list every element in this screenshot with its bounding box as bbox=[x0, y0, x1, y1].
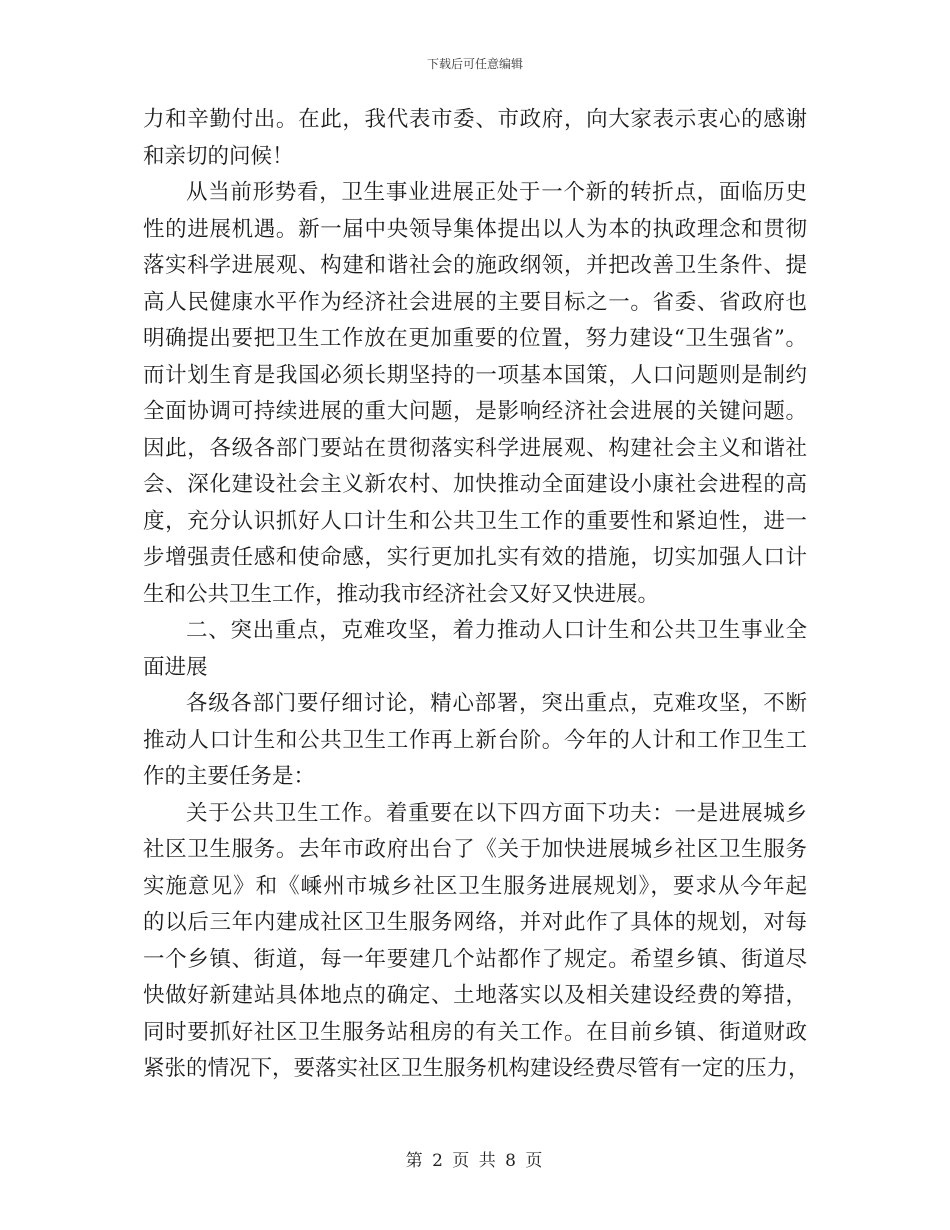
text-line: 关于公共卫生工作。着重要在以下四方面下功夫：一是进展城乡 bbox=[186, 800, 807, 826]
text-line: 明确提出要把卫生工作放在更加重要的位置，努力建设“卫生强省”。 bbox=[143, 326, 807, 351]
text-line: 一个乡镇、街道，每一年要建几个站都作了规定。希望乡镇、街道尽 bbox=[143, 946, 807, 972]
text-line: 实施意见》和《嵊州市城乡社区卫生服务进展规划》，要求从今年起 bbox=[143, 873, 807, 899]
text-line: 从当前形势看，卫生事业进展正处于一个新的转折点，面临历史 bbox=[186, 180, 807, 205]
text-line: 度，充分认识抓好人口计生和公共卫生工作的重要性和紧迫性，进一 bbox=[143, 508, 807, 534]
section-heading-line: 面进展 bbox=[143, 654, 208, 680]
text-line: 力和辛勤付出。在此，我代表市委、市政府，向大家表示衷心的感谢 bbox=[143, 107, 807, 132]
text-line: 各级各部门要仔细讨论，精心部署，突出重点，克难攻坚，不断 bbox=[186, 691, 807, 716]
text-line: 和亲切的问候！ bbox=[143, 143, 294, 169]
text-line: 因此，各级各部门要站在贯彻落实科学进展观、构建社会主义和谐社 bbox=[143, 435, 807, 461]
text-line: 紧张的情况下，要落实社区卫生服务机构建设经费尽管有一定的压力， bbox=[143, 1056, 810, 1081]
section-heading-line: 二、突出重点，克难攻坚，着力推动人口计生和公共卫生事业全 bbox=[186, 618, 807, 643]
text-line: 性的进展机遇。新一届中央领导集体提出以人为本的执政理念和贯彻 bbox=[143, 216, 807, 242]
text-line: 快做好新建站具体地点的确定、土地落实以及相关建设经费的筹措， bbox=[143, 983, 807, 1008]
text-line: 生和公共卫生工作，推动我市经济社会又好又快进展。 bbox=[143, 581, 660, 607]
text-line: 高人民健康水平作为经济社会进展的主要目标之一。省委、省政府也 bbox=[143, 289, 807, 315]
text-line: 作的主要任务是： bbox=[143, 764, 316, 789]
text-line: 社区卫生服务。去年市政府出台了《关于加快进展城乡社区卫生服务 bbox=[143, 837, 807, 862]
text-line: 而计划生育是我国必须长期坚持的一项基本国策，人口问题则是制约 bbox=[143, 362, 807, 388]
text-line: 推动人口计生和公共卫生工作再上新台阶。今年的人计和工作卫生工 bbox=[143, 727, 807, 753]
text-line: 全面协调可持续进展的重大问题，是影响经济社会进展的关键问题。 bbox=[143, 399, 807, 424]
document-body bbox=[143, 102, 810, 1088]
text-line: 会、深化建设社会主义新农村、加快推动全面建设小康社会进程的高 bbox=[143, 472, 807, 497]
page-number-footer: 第 2 页 共 8 页 bbox=[405, 1151, 545, 1171]
text-line: 步增强责任感和使命感，实行更加扎实有效的措施，切实加强人口计 bbox=[143, 545, 807, 570]
text-line: 的以后三年内建成社区卫生服务网络，并对此作了具体的规划，对每 bbox=[143, 910, 807, 935]
text-line: 同时要抓好社区卫生服务站租房的有关工作。在目前乡镇、街道财政 bbox=[143, 1019, 807, 1045]
text-line: 落实科学进展观、构建和谐社会的施政纲领，并把改善卫生条件、提 bbox=[143, 253, 807, 278]
page-header: 下载后可任意编辑 bbox=[426, 57, 523, 71]
